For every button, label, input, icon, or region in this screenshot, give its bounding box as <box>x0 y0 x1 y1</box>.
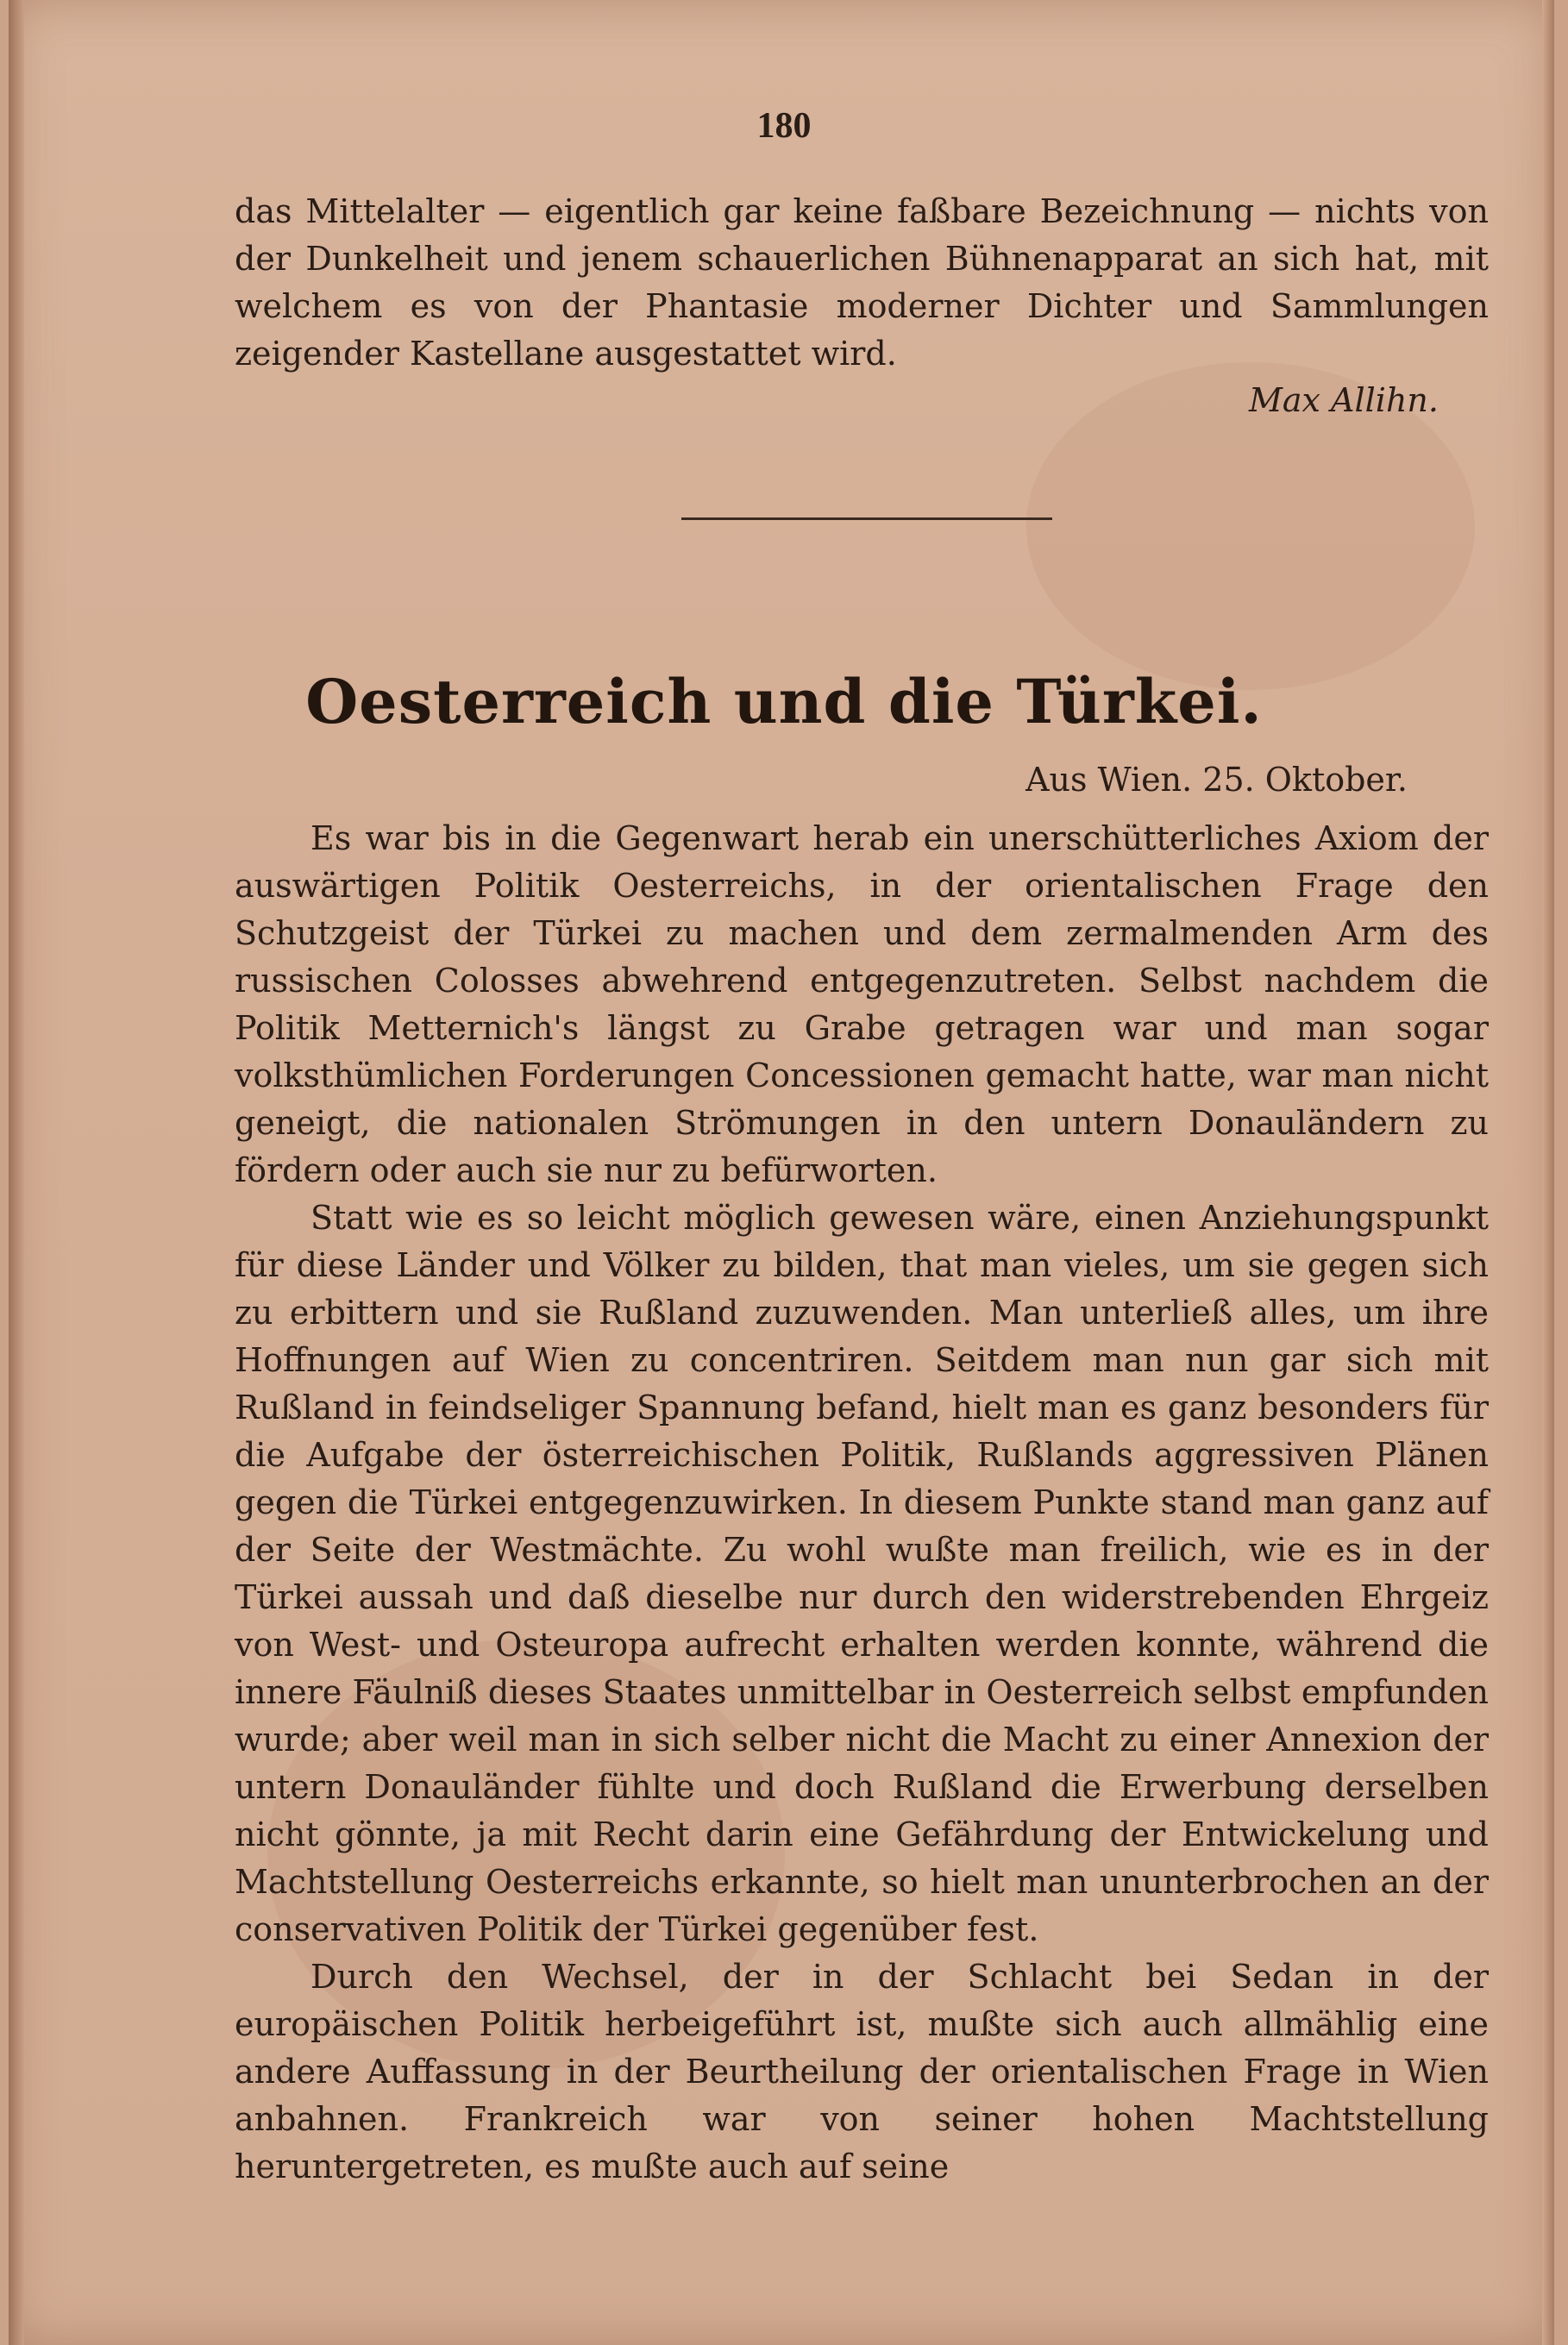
section-divider <box>681 517 1052 520</box>
page-right-edge <box>1542 0 1554 2345</box>
dateline: Aus Wien. 25. Oktober. <box>1025 761 1408 799</box>
article-paragraph: Statt wie es so leicht möglich gewesen wäre, einen Anziehungspunkt für diese Länder und Völker zu bilden, that man vieles, um sie gegen sich zu erbittern und sie Rußland zuzuwenden. Man unterließ alles, um ihre Hoffnungen auf Wien zu concentriren. Seitdem man nun gar sich mit Rußland in feindseliger Spannung befand, hielt man es ganz besonders für die Aufgabe der österreichischen Politik, Rußlands aggressiven Plänen gegen die Türkei entgegenzuwirken. In diesem Punkte stand man ganz auf der Seite der Westmächte. Zu wohl wußte man freilich, wie es in der Türkei aussah und daß dieselbe nur durch den widerstrebenden Ehrgeiz von West- und Osteuropa aufrecht erhalten werden konnte, während die innere Fäulniß dieses Staates unmittelbar in Oesterreich selbst empfunden wurde; aber weil man in sich selber nicht die Macht zu einer Annexion der untern Donauländer fühlte und doch Rußland die Erwerbung derselben nicht gönnte, ja mit Recht darin eine Gefährdung der Entwickelung und Machtstellung Oesterreichs erkannte, so hielt man ununterbrochen an der conservativen Politik der Türkei gegenüber fest. <box>235 1199 1489 1948</box>
article-paragraph: Durch den Wechsel, der in der Schlacht bei Sedan in der europäischen Politik herbeigeführt ist, mußte sich auch allmählig eine andere Auffassung in der Beurtheilung der orientalischen Frage in Wien anbahnen. Frankreich war von seiner hohen Machtstellung heruntergetreten, es mußte auch auf seine <box>235 1958 1489 2185</box>
article-body <box>235 815 1489 2191</box>
continuation-paragraph: das Mittelalter — eigentlich gar keine faßbare Bezeichnung — nichts von der Dunkelheit und jenem schauerlichen Bühnenapparat an sich hat, mit welchem es von der Phantasie moderner Dichter und Sammlungen zeigender Kastellane ausgestattet wird. <box>235 192 1489 373</box>
article-paragraph: Es war bis in die Gegenwart herab ein unerschütterliches Axiom der auswärtigen Politik Oesterreichs, in der orientalischen Frage den Schutzgeist der Türkei zu machen und dem zermalmenden Arm des russischen Colosses abwehrend entgegenzutreten. Selbst nachdem die Politik Metternich's längst zu Grabe getragen war und man sogar volksthümlichen Forderungen Concessionen gemacht hatte, war man nicht geneigt, die nationalen Strömungen in den untern Donauländern zu fördern oder auch sie nur zu befürworten. <box>235 819 1489 1189</box>
article-title: Oesterreich und die Türkei. <box>305 666 1263 737</box>
continuation-paragraph-block <box>235 188 1489 378</box>
author-signature: Max Allihn. <box>1248 381 1439 419</box>
page-number: 180 <box>756 106 812 146</box>
page-left-edge <box>9 0 24 2345</box>
